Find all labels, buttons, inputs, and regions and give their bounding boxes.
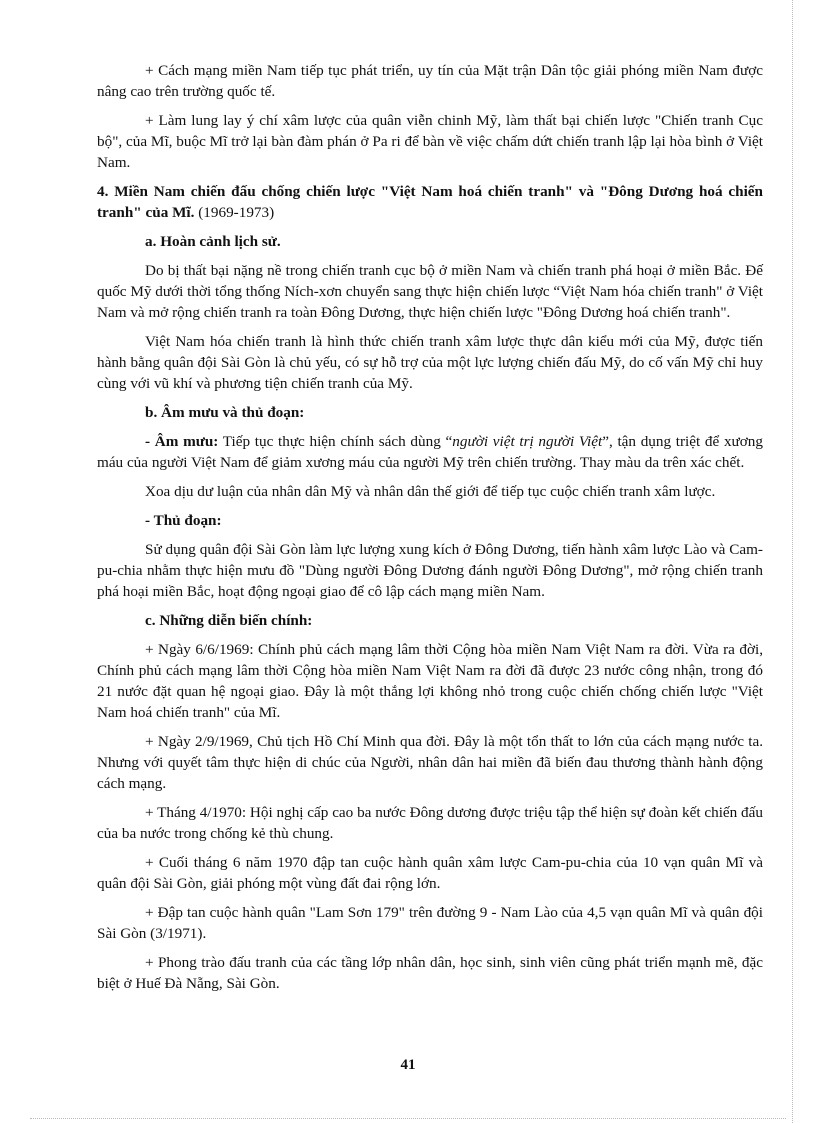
event-item: + Cuối tháng 6 năm 1970 đập tan cuộc hành quân xâm lược Cam-pu-chia của 10 vạn quân Mĩ và quân đội Sài Gòn, giải phóng một vùng đất đai rộng lớn. <box>97 854 763 892</box>
paragraph-am-muu <box>97 431 763 473</box>
event-item: + Ngày 6/6/1969: Chính phủ cách mạng lâm thời Cộng hòa miền Nam Việt Nam ra đời. Vừa ra đời, Chính phủ cách mạng lâm thời Cộng hòa miền Nam Việt Nam ra đời đã được 23 nước công nhận, trong đó 21 nước đặt quan hệ ngoại giao. Đây là một thắng lợi không nhỏ trong cuộc chiến chống chiến lược "Việt Nam hoá chiến tranh" của Mĩ. <box>97 641 763 721</box>
right-dotted-border <box>792 0 793 1123</box>
subsection-a-title: a. Hoàn cảnh lịch sử. <box>145 233 281 250</box>
event-item: + Phong trào đấu tranh của các tầng lớp nhân dân, học sinh, sinh viên cũng phát triển mạnh mẽ, đặc biệt ở Huế Đà Nẵng, Sài Gòn. <box>97 954 763 992</box>
am-muu-label: - Âm mưu: <box>145 433 219 450</box>
thu-doan-label: - Thủ đoạn: <box>145 512 222 529</box>
bottom-dotted-border <box>30 1118 786 1119</box>
paragraph-xoa-diu: Xoa dịu dư luận của nhân dân Mỹ và nhân dân thế giới để tiếp tục cuộc chiến tranh xâm lược. <box>145 483 716 500</box>
paragraph-thu-doan: Sử dụng quân đội Sài Gòn làm lực lượng xung kích ở Đông Dương, tiến hành xâm lược Lào và Cam-pu-chia nhằm thực hiện mưu đồ "Dùng người Đông Dương đánh người Đông Dương", mở rộng chiến tranh phá hoại miền Bắc, hoạt động ngoại giao để cô lập cách mạng miền Nam. <box>97 541 763 600</box>
event-item: + Tháng 4/1970: Hội nghị cấp cao ba nước Đông dương được triệu tập thể hiện sự đoàn kết chiến đấu của ba nước trong chống kẻ thù chung. <box>97 804 763 842</box>
paragraph-local-war-failure: + Làm lung lay ý chí xâm lược của quân viễn chinh Mỹ, làm thất bại chiến lược "Chiến tranh Cục bộ", của Mĩ, buộc Mĩ trở lại bàn đàm phán ở Pa ri để bàn về việc chấm dứt chiến tranh lập lại hòa bình ở Việt Nam. <box>97 112 763 171</box>
paragraph-a-context: Do bị thất bại nặng nề trong chiến tranh cục bộ ở miền Nam và chiến tranh phá hoại ở miền Bắc. Đế quốc Mỹ dưới thời tổng thống Ních-xơn chuyển sang thực hiện chiến lược “Việt Nam hóa chiến tranh" ở Việt Nam và mở rộng chiến tranh ra toàn Đông Dương, thực hiện chiến lược "Đông Dương hoá chiến tranh". <box>97 262 763 321</box>
paragraph-a-definition: Việt Nam hóa chiến tranh là hình thức chiến tranh xâm lược thực dân kiểu mới của Mỹ, được tiến hành bằng quân đội Sài Gòn là chủ yếu, có sự hỗ trợ của một lực lượng chiến đấu Mỹ, do cố vấn Mỹ chỉ huy cùng với vũ khí và phương tiện chiến tranh của Mỹ. <box>97 333 763 392</box>
page-number: 41 <box>400 1057 416 1073</box>
subsection-b-title: b. Âm mưu và thủ đoạn: <box>145 404 305 421</box>
paragraph-revolution-south: + Cách mạng miền Nam tiếp tục phát triển, uy tín của Mặt trận Dân tộc giải phóng miền Nam được nâng cao trên trường quốc tế. <box>97 62 763 100</box>
event-item: + Đập tan cuộc hành quân "Lam Sơn 179" trên đường 9 - Nam Lào của 4,5 vạn quân Mĩ và quân đội Sài Gòn (3/1971). <box>97 904 763 942</box>
section-4-title: 4. Miền Nam chiến đấu chống chiến lược "Việt Nam hoá chiến tranh" và "Đông Dương hoá chiến tranh" của Mĩ. <box>97 183 763 221</box>
event-item: + Ngày 2/9/1969, Chủ tịch Hồ Chí Minh qua đời. Đây là một tổn thất to lớn của cách mạng nước ta. Nhưng với quyết tâm thực hiện di chúc của Người, nhân dân hai miền đã biến đau thương thành hành động cách mạng. <box>97 733 763 792</box>
document-body <box>97 60 763 1002</box>
am-muu-quote: người việt trị người Việt <box>452 433 603 450</box>
section-4-years: (1969-1973) <box>194 204 275 221</box>
section-4-heading <box>97 181 763 223</box>
am-muu-text-pre: Tiếp tục thực hiện chính sách dùng “ <box>218 433 453 450</box>
subsection-c-title: c. Những diễn biến chính: <box>145 612 313 629</box>
am-muu-text-post: ”, tận dụng triệt để xương máu của người Việt Nam để giảm xương máu của người Mỹ trên chiến trường. Thay màu da trên xác chết. <box>97 433 763 471</box>
